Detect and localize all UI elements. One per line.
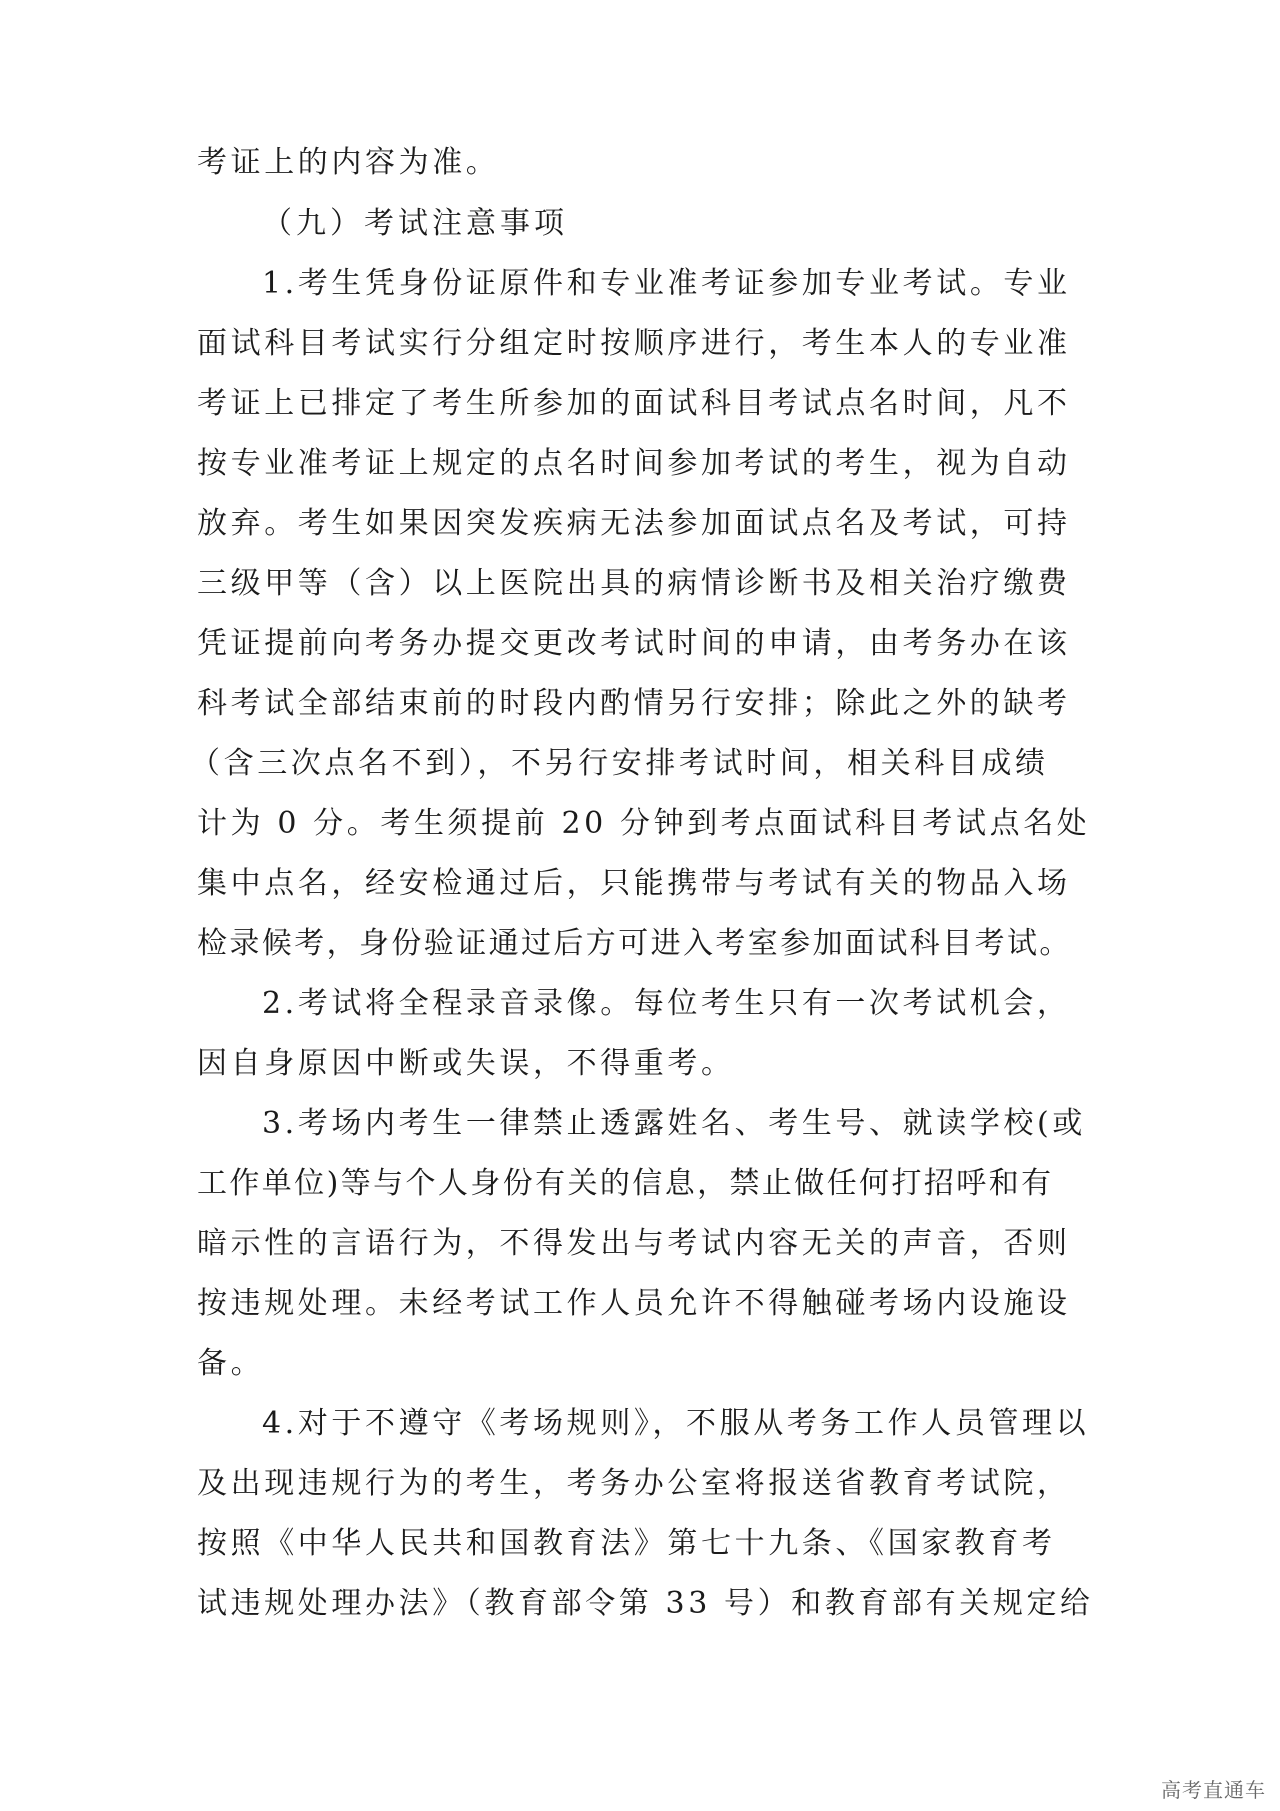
text-line: 三级甲等（含）以上医院出具的病情诊断书及相关治疗缴费 <box>197 566 1071 601</box>
text-line: 3.考场内考生一律禁止透露姓名、考生号、就读学校(或 <box>262 1106 1086 1141</box>
text-line: 试违规处理办法》（教育部令第 33 号）和教育部有关规定给 <box>197 1586 1094 1621</box>
text-line: 2.考试将全程录音录像。每位考生只有一次考试机会， <box>262 986 1071 1021</box>
text-line: 备。 <box>197 1346 265 1381</box>
text-line: 1.考生凭身份证原件和专业准考证参加专业考试。专业 <box>262 266 1071 301</box>
text-line: 及出现违规行为的考生，考务办公室将报送省教育考试院， <box>197 1466 1071 1501</box>
text-line: 放弃。考生如果因突发疾病无法参加面试点名及考试，可持 <box>197 506 1071 541</box>
text-line: （含三次点名不到），不另行安排考试时间，相关科目成绩 <box>190 746 1049 781</box>
text-line: 检录候考，身份验证通过后方可进入考室参加面试科目考试。 <box>197 926 1072 961</box>
text-line: 考证上已排定了考生所参加的面试科目考试点名时间，凡不 <box>197 386 1071 421</box>
text-line: 4.对于不遵守《考场规则》，不服从考务工作人员管理以 <box>262 1406 1090 1441</box>
text-line: 按专业准考证上规定的点名时间参加考试的考生，视为自动 <box>197 446 1071 481</box>
text-line: 计为 0 分。考生须提前 20 分钟到考点面试科目考试点名处 <box>197 806 1091 841</box>
text-line: 考证上的内容为准。 <box>197 145 500 180</box>
text-line: 工作单位)等与个人身份有关的信息，禁止做任何打招呼和有 <box>197 1166 1054 1201</box>
text-line: 集中点名，经安检通过后，只能携带与考试有关的物品入场 <box>197 866 1071 901</box>
text-line: 暗示性的言语行为，不得发出与考试内容无关的声音，否则 <box>197 1226 1071 1261</box>
text-line: 按违规处理。未经考试工作人员允许不得触碰考场内设施设 <box>197 1286 1071 1321</box>
watermark: 高考直通车 <box>1161 1778 1266 1802</box>
section-heading: （九）考试注意事项 <box>262 206 568 241</box>
text-line: 面试科目考试实行分组定时按顺序进行，考生本人的专业准 <box>197 326 1071 361</box>
text-line: 科考试全部结束前的时段内酌情另行安排；除此之外的缺考 <box>197 686 1071 721</box>
text-line: 凭证提前向考务办提交更改考试时间的申请，由考务办在该 <box>197 626 1071 661</box>
text-line: 按照《中华人民共和国教育法》第七十九条、《国家教育考 <box>197 1526 1056 1561</box>
text-line: 因自身原因中断或失误，不得重考。 <box>197 1046 735 1081</box>
